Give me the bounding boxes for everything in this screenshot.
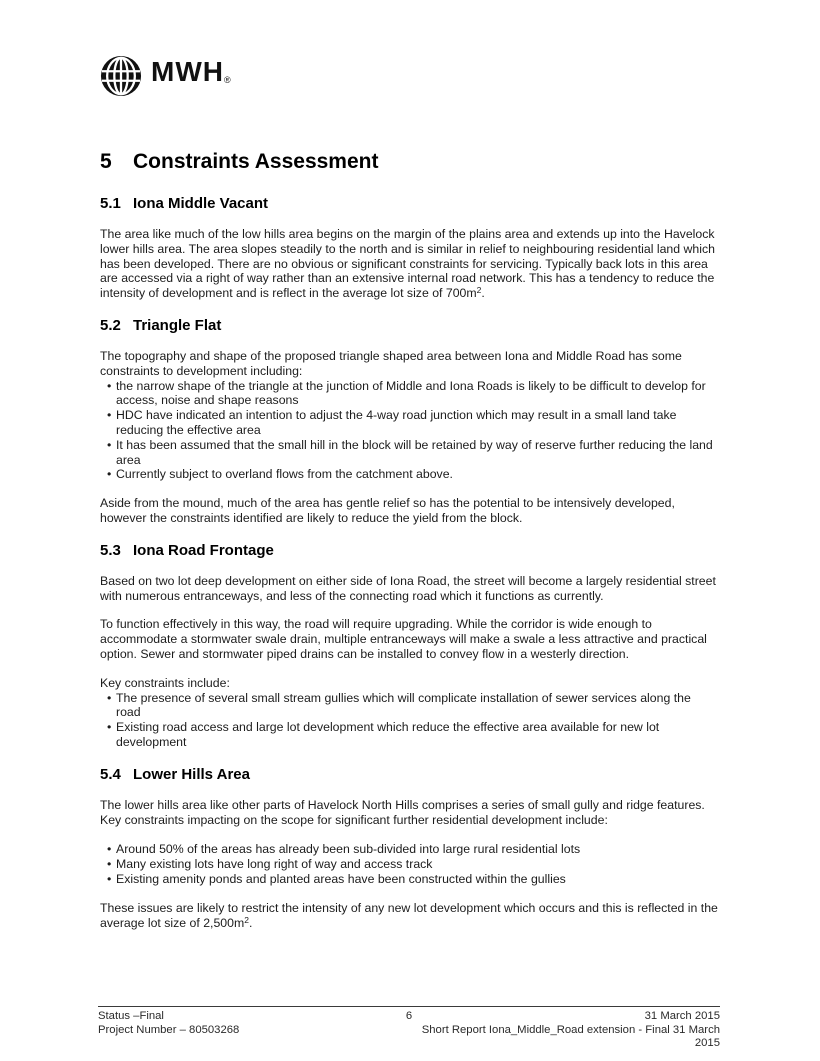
bullet-icon: • xyxy=(107,467,112,482)
paragraph: To function effectively in this way, the road will require upgrading. While the corridor is wide enough to accommodate a stormwater swale drain, multiple entranceways will make a swale a less attractive and practical option. Sewer and stormwater piped drains can be installed to convey flow in a westerly direction. xyxy=(100,617,707,661)
bullet-item: • Existing amenity ponds and planted areas have been constructed within the gullies xyxy=(100,872,718,887)
chapter-title-text: Constraints Assessment xyxy=(133,150,379,173)
section-title-text: Iona Middle Vacant xyxy=(133,195,269,212)
bullet-item: • HDC have indicated an intention to adjust the 4-way road junction which may result in a small land take reducing the effective area xyxy=(100,408,718,438)
bullet-icon: • xyxy=(107,720,112,735)
section-number: 5.2 xyxy=(100,316,121,334)
bullet-list xyxy=(100,691,718,750)
section-heading xyxy=(100,766,718,784)
page-footer xyxy=(98,1006,720,1051)
bullet-icon: • xyxy=(107,871,112,886)
footer-right xyxy=(412,1010,720,1051)
footer-page-number: 6 xyxy=(405,1010,413,1022)
section-number: 5.4 xyxy=(100,765,121,783)
section-title-text: Triangle Flat xyxy=(133,316,222,334)
bullet-item: • Existing road access and large lot development which reduce the effective area available for new lot development xyxy=(100,720,718,750)
registered-mark: ® xyxy=(223,75,231,85)
paragraph: The area like much of the low hills area begins on the margin of the plains area and extends up into the Havelock lower hills area. The area slopes steadily to the north and is similar in relief to neighbouring residential land which has been developed. There are no obvious or significant constraints for servicing. Typically back lots in this area are accessed via a right of way rather than an extensive internal road network. This has a tendency to reduce the intensity of development and is reflect in the average lot size of $700m^2$. xyxy=(100,227,715,301)
paragraph: These issues are likely to restrict the intensity of any new lot development which occurs and this is reflected in the average lot size of $2,500m^2$. xyxy=(100,900,718,930)
section-number: 5.3 xyxy=(100,541,121,559)
footer-left xyxy=(98,1010,406,1051)
logo-wordmark: MWH® xyxy=(151,56,231,87)
paragraph: Key constraints include: xyxy=(100,675,230,690)
bullet-icon: • xyxy=(107,408,112,423)
bullet-icon: • xyxy=(107,842,112,857)
bullet-item: • The presence of several small stream gullies which will complicate installation of sewer services along the road xyxy=(100,691,718,721)
section-iona-middle-vacant xyxy=(100,195,718,301)
globe-icon xyxy=(100,55,142,97)
chapter-number: 5 xyxy=(100,150,112,173)
bullet-list xyxy=(100,842,718,886)
footer-report-title: Short Report Iona_Middle_Road extension - Final 31 March 2015 xyxy=(421,1023,720,1049)
bullet-icon: • xyxy=(107,437,112,452)
bullet-item: • Around 50% of the areas has already been sub-divided into large rural residential lots xyxy=(100,842,718,857)
footer-project-number: Project Number – 80503268 xyxy=(98,1023,240,1036)
paragraph: Based on two lot deep development on either side of Iona Road, the street will become a largely residential street with numerous entranceways, and less of the connecting road which it functions as currently. xyxy=(100,573,716,603)
section-iona-road-frontage xyxy=(100,542,718,750)
superscript: 2 xyxy=(244,914,249,925)
paragraph: Aside from the mound, much of the area has gentle relief so has the potential to be intensively developed, however the constraints identified are likely to reduce the yield from the block. xyxy=(100,496,675,525)
paragraph: The lower hills area like other parts of Havelock North Hills comprises a series of small gully and ridge features. Key constraints impacting on the scope for significant further residential development include: xyxy=(100,797,705,827)
section-title-text: Iona Road Frontage xyxy=(133,541,274,559)
footer-status: Status –Final xyxy=(98,1010,164,1022)
bullet-list xyxy=(100,379,718,483)
section-lower-hills-area xyxy=(100,766,718,931)
bullet-item: • Currently subject to overland flows from the catchment above. xyxy=(100,467,718,482)
footer-date: 31 March 2015 xyxy=(644,1010,720,1022)
bullet-item: • It has been assumed that the small hill in the block will be retained by way of reserve further reducing the land area xyxy=(100,438,718,468)
section-heading xyxy=(100,317,718,335)
section-triangle-flat xyxy=(100,317,718,526)
section-heading xyxy=(100,195,718,213)
bullet-item: • the narrow shape of the triangle at the junction of Middle and Iona Roads is likely to be difficult to develop for access, noise and shape reasons xyxy=(100,379,718,409)
bullet-icon: • xyxy=(107,857,112,872)
bullet-item: • Many existing lots have long right of way and access track xyxy=(100,857,718,872)
section-heading xyxy=(100,542,718,560)
section-number: 5.1 xyxy=(100,195,121,212)
bullet-icon: • xyxy=(107,690,112,705)
company-logo xyxy=(100,55,718,97)
section-title-text: Lower Hills Area xyxy=(133,765,250,783)
page-title xyxy=(100,150,718,174)
bullet-icon: • xyxy=(107,378,112,393)
paragraph: The topography and shape of the proposed triangle shaped area between Iona and Middle Road has some constraints to development including: xyxy=(100,348,682,378)
superscript: 2 xyxy=(476,285,482,296)
